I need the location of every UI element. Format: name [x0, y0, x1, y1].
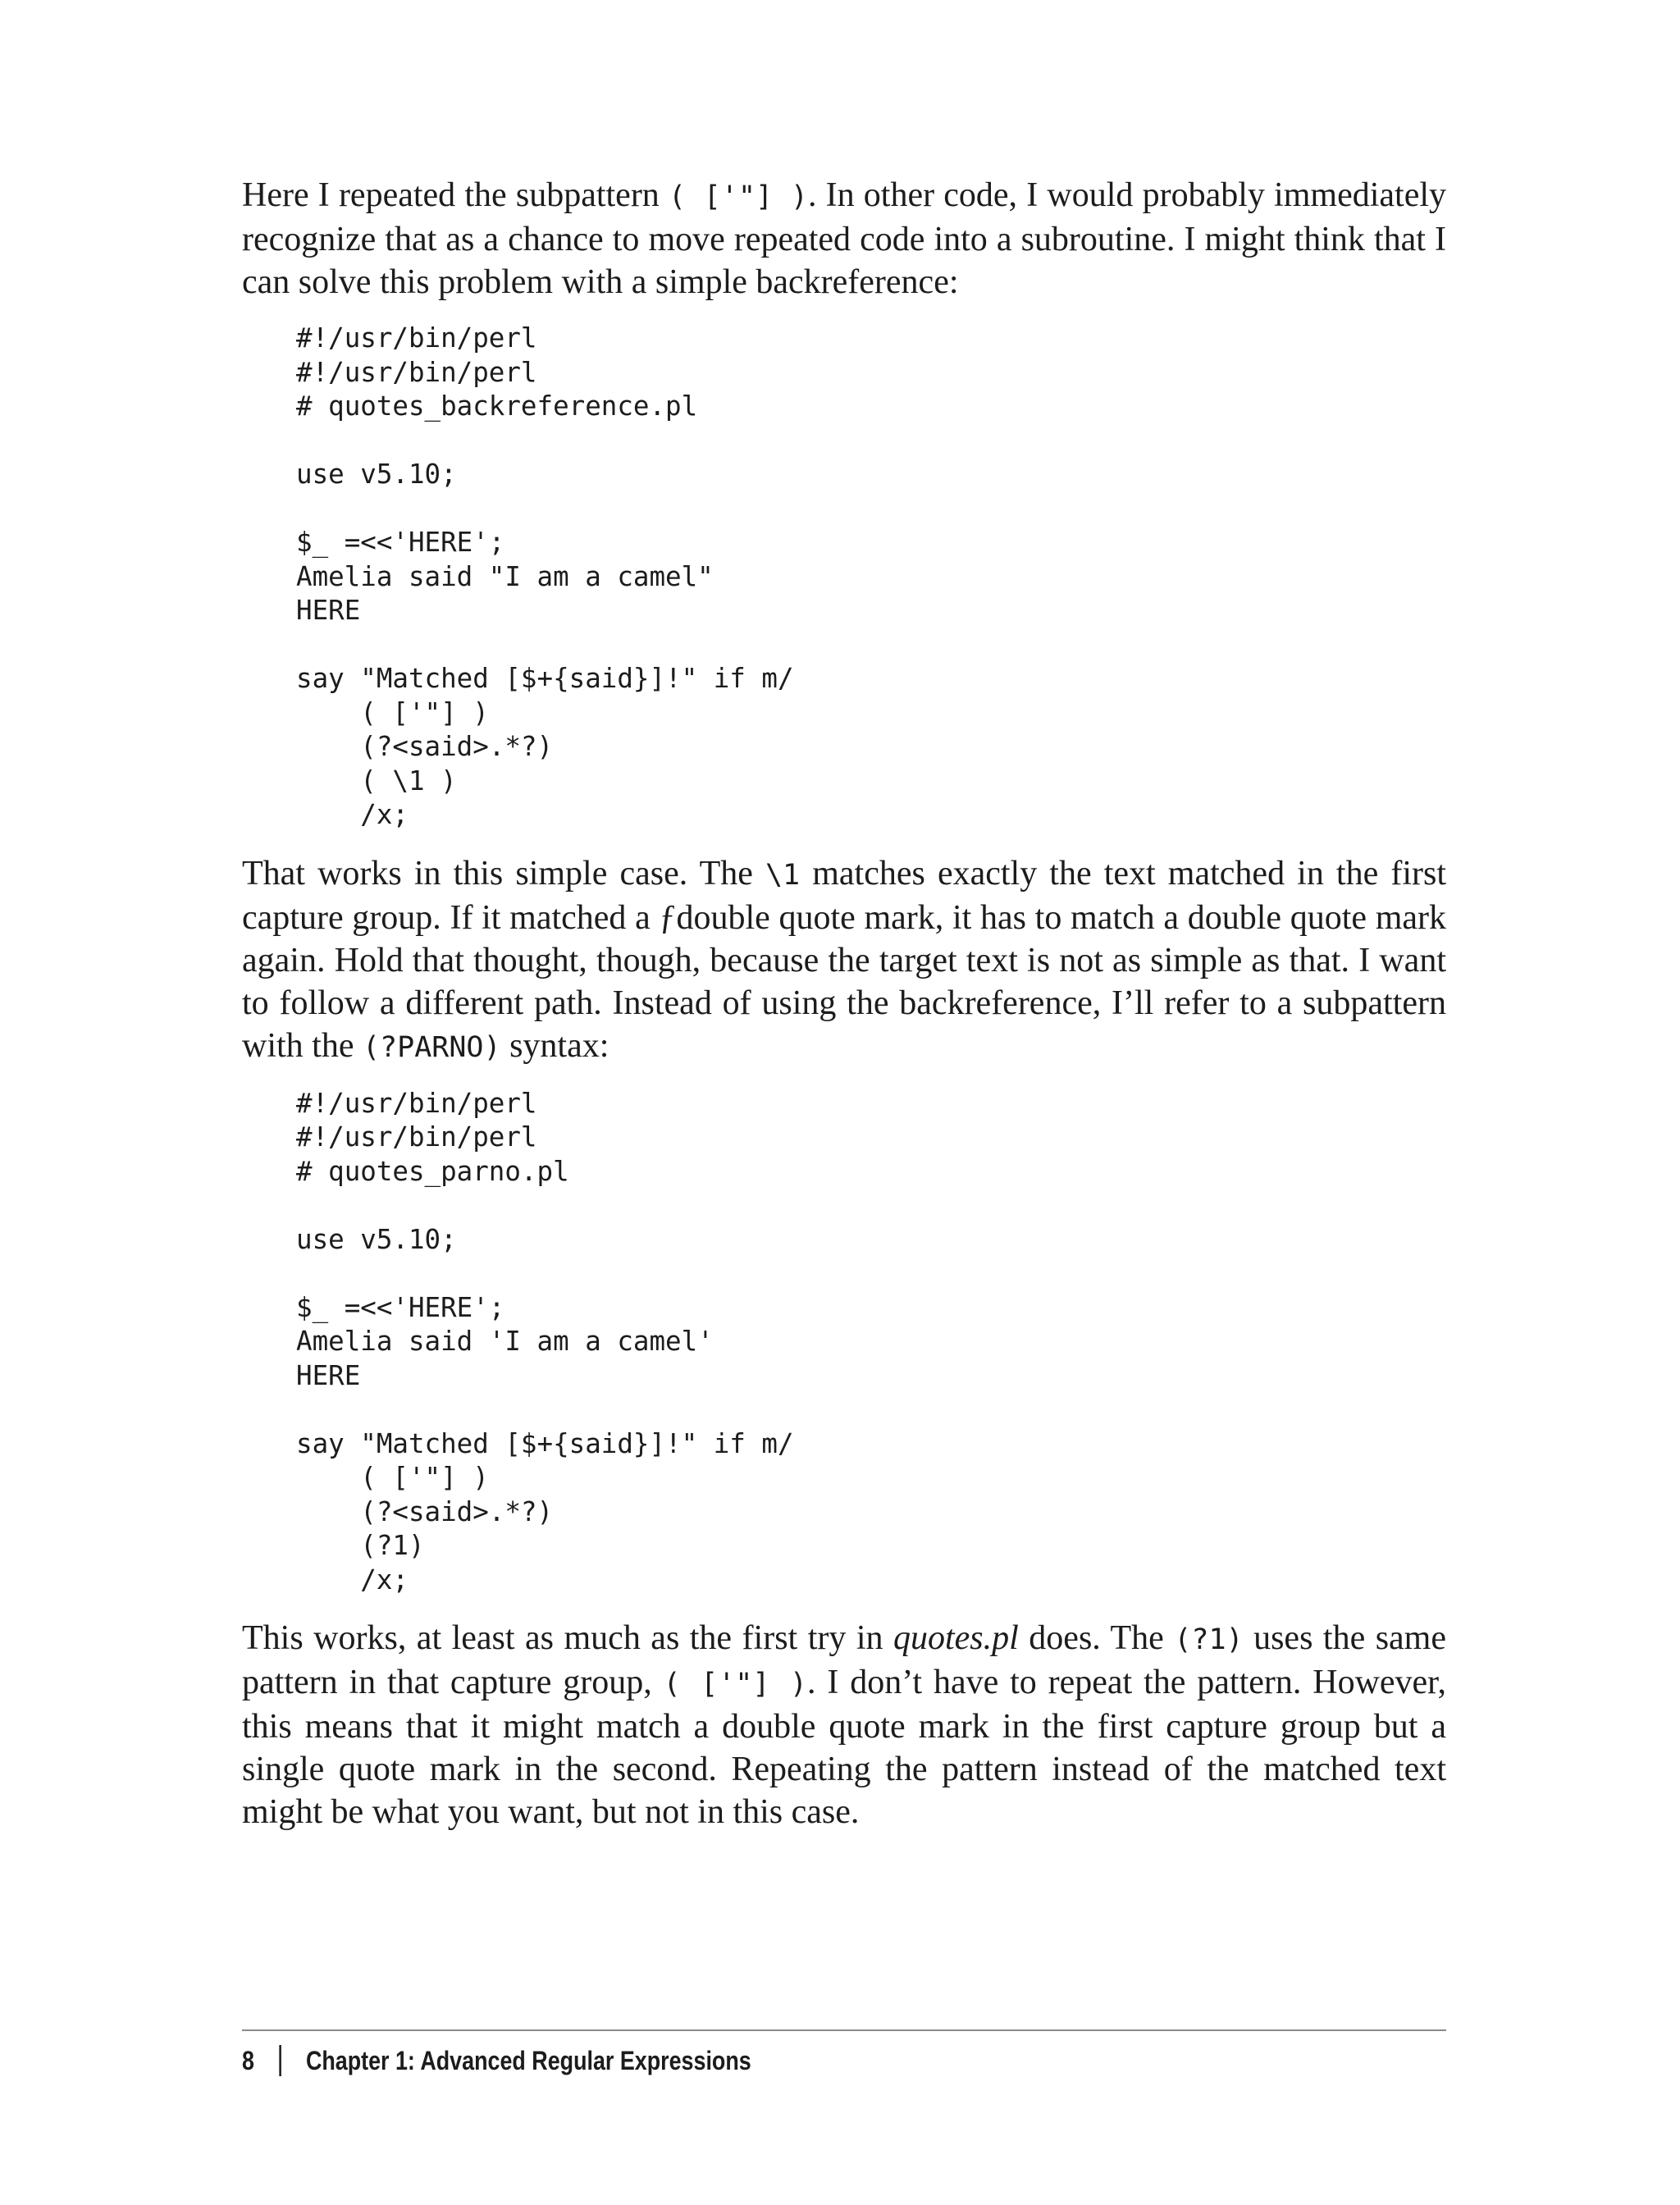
- paragraph-conclusion: [242, 1617, 1446, 1833]
- paragraph-text: matches exactly the text matched in the first capture group. If it matched a ƒdouble quote mark, it has to match a double quote mark again. Hold that thought, though, because the target text is not as simple as that. I want to follow a different path. Instead of using the backreference, I’ll refer to a subpattern with the: [242, 854, 1446, 1065]
- inline-code: (?PARNO): [362, 1030, 501, 1064]
- paragraph-intro: [242, 174, 1446, 304]
- code-block-parno: #!/usr/bin/perl #!/usr/bin/perl # quotes_parno.pl use v5.10; $_ =<<'HERE'; Amelia said 'I am a camel' HERE say "Matched [$+{said}]!" if m/ ( ['"] ) (?<said>.*?) (?1) /x;: [296, 1087, 794, 1596]
- inline-code: ( ['"] ): [668, 180, 808, 213]
- inline-code: \1: [765, 858, 801, 892]
- footer-rule: [242, 2029, 1446, 2031]
- paragraph-text: Here I repeated the subpattern: [242, 176, 669, 214]
- code-block-backreference: #!/usr/bin/perl #!/usr/bin/perl # quotes_backreference.pl use v5.10; $_ =<<'HERE'; Amelia said "I am a camel" HERE say "Matched [$+{said}]!" if m/ ( ['"] ) (?<said>.*?) ( \1 ) /x;: [296, 322, 794, 830]
- inline-code: ( ['"] ): [663, 1668, 807, 1701]
- paragraph-text: does. The: [1018, 1619, 1175, 1657]
- paragraph-backreference: [242, 852, 1446, 1069]
- paragraph-text: . I don’t have to repeat the pattern. However, this means that it might match a double quote mark in the first capture group but a single quote mark in the second. Repeating the pattern instead of the matched text might be what you want, but not in this case.: [242, 1664, 1446, 1831]
- paragraph-text: uses the same pattern in that capture group,: [242, 1619, 1446, 1701]
- paragraph-text: syntax:: [500, 1026, 609, 1065]
- page-number: 8: [242, 2045, 254, 2075]
- page-body: [242, 174, 1446, 1833]
- paragraph-text: This works, at least as much as the first try in: [242, 1619, 893, 1657]
- chapter-title: Chapter 1: Advanced Regular Expressions: [305, 2045, 751, 2075]
- footer-separator: [279, 2045, 281, 2076]
- inline-code: (?1): [1174, 1623, 1244, 1656]
- page-footer: [242, 2043, 751, 2079]
- paragraph-text: . In other code, I would probably immediately recognize that as a chance to move repeated code into a subroutine. I might think that I can solve this problem with a simple backreference:: [242, 176, 1446, 301]
- paragraph-text: That works in this simple case. The: [242, 854, 765, 892]
- filename-italic: quotes.pl: [893, 1619, 1019, 1657]
